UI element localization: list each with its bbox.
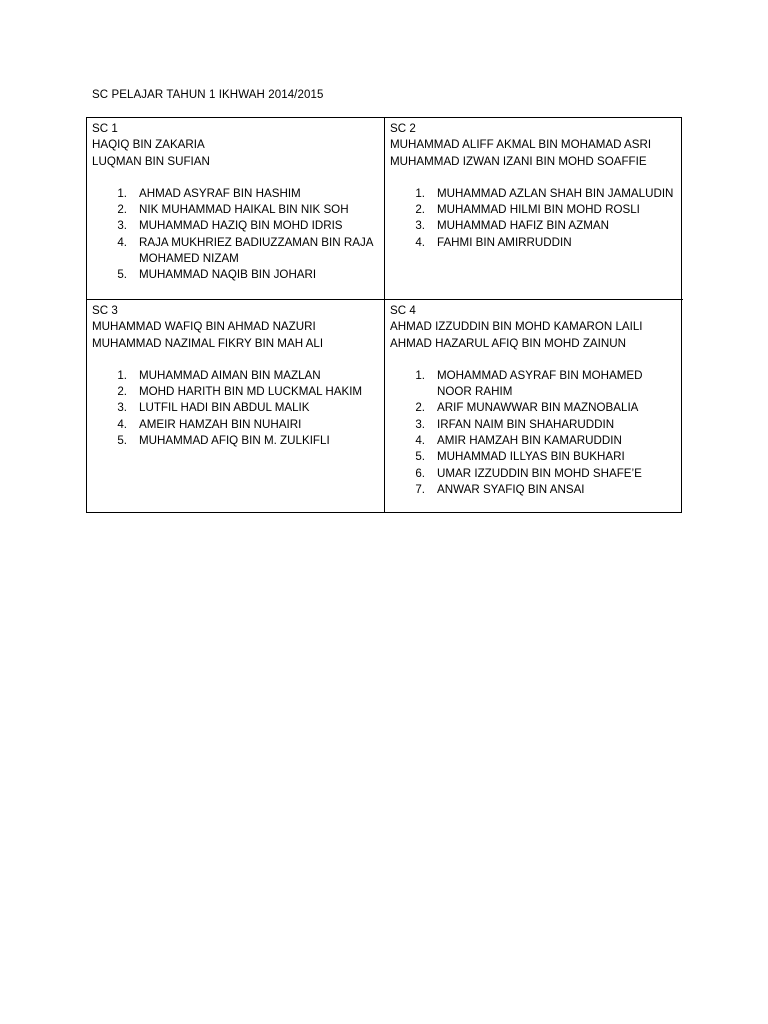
item-number: 5.: [117, 268, 127, 282]
member-name: MOHAMMAD ASYRAF BIN MOHAMED NOOR RAHIM: [437, 368, 643, 399]
item-number: 6.: [415, 466, 425, 480]
member-name: AMEIR HAMZAH BIN NUHAIRI: [139, 417, 302, 431]
item-number: 4.: [117, 235, 127, 249]
member-name: FAHMI BIN AMIRRUDDIN: [437, 235, 572, 249]
group-leaders: [390, 319, 679, 352]
group-label: SC 3: [92, 304, 118, 317]
list-item: [390, 186, 679, 202]
group-cell-sc1: [87, 118, 385, 300]
item-number: 3.: [415, 219, 425, 233]
list-item: [390, 400, 679, 416]
member-name: RAJA MUKHRIEZ BADIUZZAMAN BIN RAJA MOHAMED NIZAM: [139, 235, 373, 266]
list-item: [390, 218, 679, 234]
group-leader: MUHAMMAD NAZIMAL FIKRY BIN MAH ALI: [92, 336, 324, 350]
member-name: MUHAMMAD NAQIB BIN JOHARI: [139, 268, 317, 282]
item-number: 4.: [117, 417, 127, 431]
member-name: MOHD HARITH BIN MD LUCKMAL HAKIM: [139, 385, 363, 399]
list-item: [390, 235, 679, 251]
group-label: SC 1: [92, 122, 118, 135]
member-list: [92, 186, 380, 284]
groups-table: [86, 117, 682, 513]
member-name: NIK MUHAMMAD HAIKAL BIN NIK SOH: [139, 203, 349, 217]
member-name: LUTFIL HADI BIN ABDUL MALIK: [139, 401, 310, 415]
list-item: [390, 368, 679, 401]
group-label: SC 2: [390, 122, 416, 135]
item-number: 2.: [415, 401, 425, 415]
group-leaders: [92, 137, 380, 170]
list-item: [92, 400, 380, 416]
group-leader: HAQIQ BIN ZAKARIA: [92, 138, 205, 152]
group-label: SC 4: [390, 304, 416, 317]
group-leaders: [390, 137, 679, 170]
list-item: [390, 202, 679, 218]
member-name: MUHAMMAD AFIQ BIN M. ZULKIFLI: [139, 434, 330, 448]
list-item: [92, 368, 380, 384]
member-name: UMAR IZZUDDIN BIN MOHD SHAFE’E: [437, 466, 642, 480]
list-item: [92, 235, 380, 268]
group-cell-sc3: [87, 300, 385, 513]
list-item: [390, 417, 679, 433]
group-leader: MUHAMMAD WAFIQ BIN AHMAD NAZURI: [92, 320, 316, 334]
group-leader: AHMAD IZZUDDIN BIN MOHD KAMARON LAILI: [390, 320, 643, 334]
member-name: MUHAMMAD AIMAN BIN MAZLAN: [139, 368, 321, 382]
item-number: 5.: [117, 434, 127, 448]
list-item: [390, 433, 679, 449]
group-leader: MUHAMMAD IZWAN IZANI BIN MOHD SOAFFIE: [390, 154, 647, 168]
group-leaders: [92, 319, 380, 352]
member-name: MUHAMMAD HAZIQ BIN MOHD IDRIS: [139, 219, 343, 233]
member-list: [390, 186, 679, 251]
member-name: ANWAR SYAFIQ BIN ANSAI: [437, 482, 585, 496]
member-name: AHMAD ASYRAF BIN HASHIM: [139, 186, 301, 200]
item-number: 2.: [117, 385, 127, 399]
list-item: [92, 433, 380, 449]
list-item: [390, 466, 679, 482]
list-item: [92, 218, 380, 234]
item-number: 1.: [117, 368, 127, 382]
member-name: IRFAN NAIM BIN SHAHARUDDIN: [437, 417, 615, 431]
group-cell-sc2: [385, 118, 683, 300]
item-number: 5.: [415, 450, 425, 464]
item-number: 1.: [117, 186, 127, 200]
item-number: 1.: [415, 368, 425, 382]
list-item: [92, 267, 380, 283]
group-leader: LUQMAN BIN SUFIAN: [92, 154, 210, 168]
member-list: [92, 368, 380, 449]
item-number: 1.: [415, 186, 425, 200]
item-number: 4.: [415, 235, 425, 249]
list-item: [92, 384, 380, 400]
list-item: [92, 417, 380, 433]
group-leader: AHMAD HAZARUL AFIQ BIN MOHD ZAINUN: [390, 336, 626, 350]
member-name: ARIF MUNAWWAR BIN MAZNOBALIA: [437, 401, 639, 415]
list-item: [390, 449, 679, 465]
page-title: SC PELAJAR TAHUN 1 IKHWAH 2014/2015: [92, 89, 324, 101]
item-number: 2.: [415, 203, 425, 217]
member-name: MUHAMMAD ILLYAS BIN BUKHARI: [437, 450, 625, 464]
item-number: 3.: [117, 219, 127, 233]
member-name: MUHAMMAD HAFIZ BIN AZMAN: [437, 219, 609, 233]
group-leader: MUHAMMAD ALIFF AKMAL BIN MOHAMAD ASRI: [390, 138, 652, 152]
group-cell-sc4: [385, 300, 683, 513]
item-number: 2.: [117, 203, 127, 217]
list-item: [92, 202, 380, 218]
member-name: MUHAMMAD AZLAN SHAH BIN JAMALUDIN: [437, 186, 674, 200]
item-number: 7.: [415, 482, 425, 496]
list-item: [92, 186, 380, 202]
member-name: MUHAMMAD HILMI BIN MOHD ROSLI: [437, 203, 640, 217]
member-name: AMIR HAMZAH BIN KAMARUDDIN: [437, 434, 622, 448]
member-list: [390, 368, 679, 498]
item-number: 4.: [415, 434, 425, 448]
item-number: 3.: [415, 417, 425, 431]
list-item: [390, 482, 679, 498]
item-number: 3.: [117, 401, 127, 415]
